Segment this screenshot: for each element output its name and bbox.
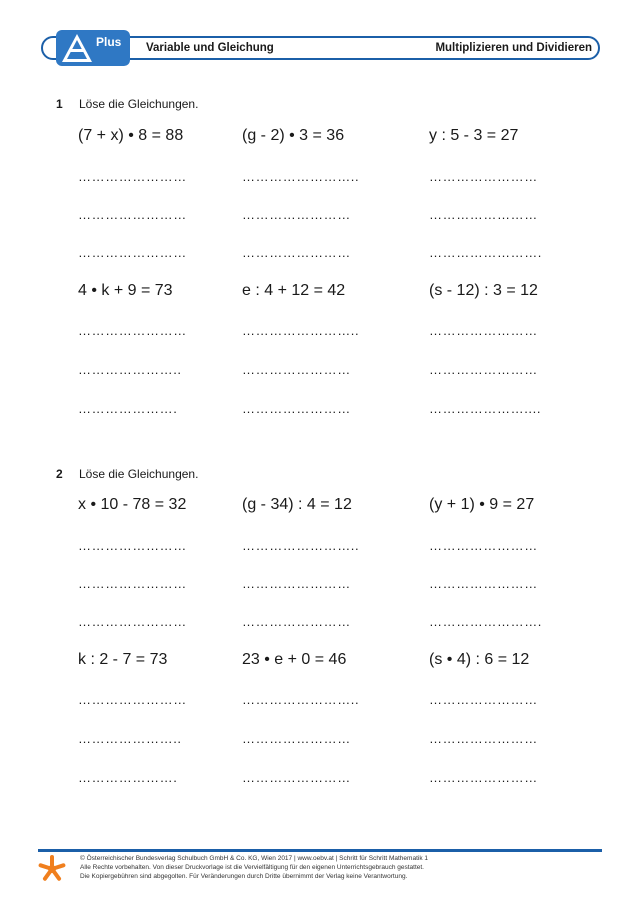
answer-line[interactable]: …………………… xyxy=(429,770,538,785)
answer-line[interactable]: …………………… xyxy=(242,362,351,377)
answer-line[interactable]: …………………… xyxy=(78,169,187,184)
answer-line[interactable]: …………………… xyxy=(429,362,538,377)
rights-line: Alle Rechte vorbehalten. Von dieser Druckvorlage ist die Vervielfältigung für den eigenen Unterrichtsgebrauch gestattet. xyxy=(80,864,424,871)
answer-line[interactable]: …………………. xyxy=(78,401,178,416)
answer-line[interactable]: …………………… xyxy=(78,576,187,591)
triangle-logo-icon xyxy=(60,32,94,64)
answer-line[interactable]: …………………. xyxy=(78,770,178,785)
answer-line[interactable]: ………………….. xyxy=(78,362,182,377)
exercise-title: Löse die Gleichungen. xyxy=(79,97,199,111)
answer-line[interactable]: …………………… xyxy=(242,245,351,260)
logo-text: Plus xyxy=(96,35,122,49)
answer-line[interactable]: …………………… xyxy=(78,538,187,553)
answer-line[interactable]: …………………… xyxy=(429,576,538,591)
answer-line[interactable]: …………………… xyxy=(429,323,538,338)
equation: 4 • k + 9 = 73 xyxy=(78,282,173,299)
exercise-title: Löse die Gleichungen. xyxy=(79,467,199,481)
answer-line[interactable]: …………………… xyxy=(78,207,187,222)
equation: (s • 4) : 6 = 12 xyxy=(429,651,530,668)
copyright-notice xyxy=(80,854,428,881)
answer-line[interactable]: …………………… xyxy=(429,207,538,222)
answer-line[interactable]: …………………… xyxy=(242,207,351,222)
answer-line[interactable]: …………………… xyxy=(242,731,351,746)
answer-line[interactable]: ……………………. xyxy=(429,245,543,260)
answer-line[interactable]: …………………….. xyxy=(242,692,360,707)
equation: (7 + x) • 8 = 88 xyxy=(78,127,184,144)
copyright-line: © Österreichischer Bundesverlag Schulbuch GmbH & Co. KG, Wien 2017 | www.oebv.at | Schritt für Schritt Mathematik 1 xyxy=(80,855,428,862)
answer-line[interactable]: …………………….. xyxy=(242,538,360,553)
exercise-number: 2 xyxy=(56,467,63,481)
answer-line[interactable]: …………………… xyxy=(429,731,538,746)
answer-line[interactable]: …………………… xyxy=(78,245,187,260)
answer-line[interactable]: …………………….. xyxy=(242,323,360,338)
footer-divider xyxy=(38,849,602,852)
answer-line[interactable]: …………………… xyxy=(78,692,187,707)
answer-line[interactable]: …………………… xyxy=(242,770,351,785)
answer-line[interactable]: …………………… xyxy=(78,614,187,629)
equation: k : 2 - 7 = 73 xyxy=(78,651,168,668)
equation: (g - 2) • 3 = 36 xyxy=(242,127,345,144)
equation: e : 4 + 12 = 42 xyxy=(242,282,346,299)
subtopic-title: Multiplizieren und Dividieren xyxy=(435,42,592,54)
equation: (y + 1) • 9 = 27 xyxy=(429,496,535,513)
asterisk-icon xyxy=(38,854,66,884)
answer-line[interactable]: …………………… xyxy=(429,538,538,553)
topic-title: Variable und Gleichung xyxy=(146,42,274,54)
answer-line[interactable]: …………………… xyxy=(242,401,351,416)
plus-logo xyxy=(56,30,130,66)
exercise-number: 1 xyxy=(56,97,63,111)
fees-line: Die Kopiergebühren sind abgegolten. Für Veränderungen durch Dritte übernimmt der Verlag keine Verantwortung. xyxy=(80,873,408,880)
equation: x • 10 - 78 = 32 xyxy=(78,496,187,513)
answer-line[interactable]: …………………… xyxy=(242,614,351,629)
equation: y : 5 - 3 = 27 xyxy=(429,127,519,144)
answer-line[interactable]: …………………… xyxy=(242,576,351,591)
answer-line[interactable]: ……………………. xyxy=(429,614,543,629)
answer-line[interactable]: …………………… xyxy=(429,169,538,184)
equation: (g - 34) : 4 = 12 xyxy=(242,496,352,513)
answer-line[interactable]: …………………… xyxy=(78,323,187,338)
equation: (s - 12) : 3 = 12 xyxy=(429,282,538,299)
answer-line[interactable]: ………………….. xyxy=(78,731,182,746)
equation: 23 • e + 0 = 46 xyxy=(242,651,347,668)
answer-line[interactable]: ………………….... xyxy=(429,401,542,416)
answer-line[interactable]: …………………….. xyxy=(242,169,360,184)
answer-line[interactable]: …………………… xyxy=(429,692,538,707)
